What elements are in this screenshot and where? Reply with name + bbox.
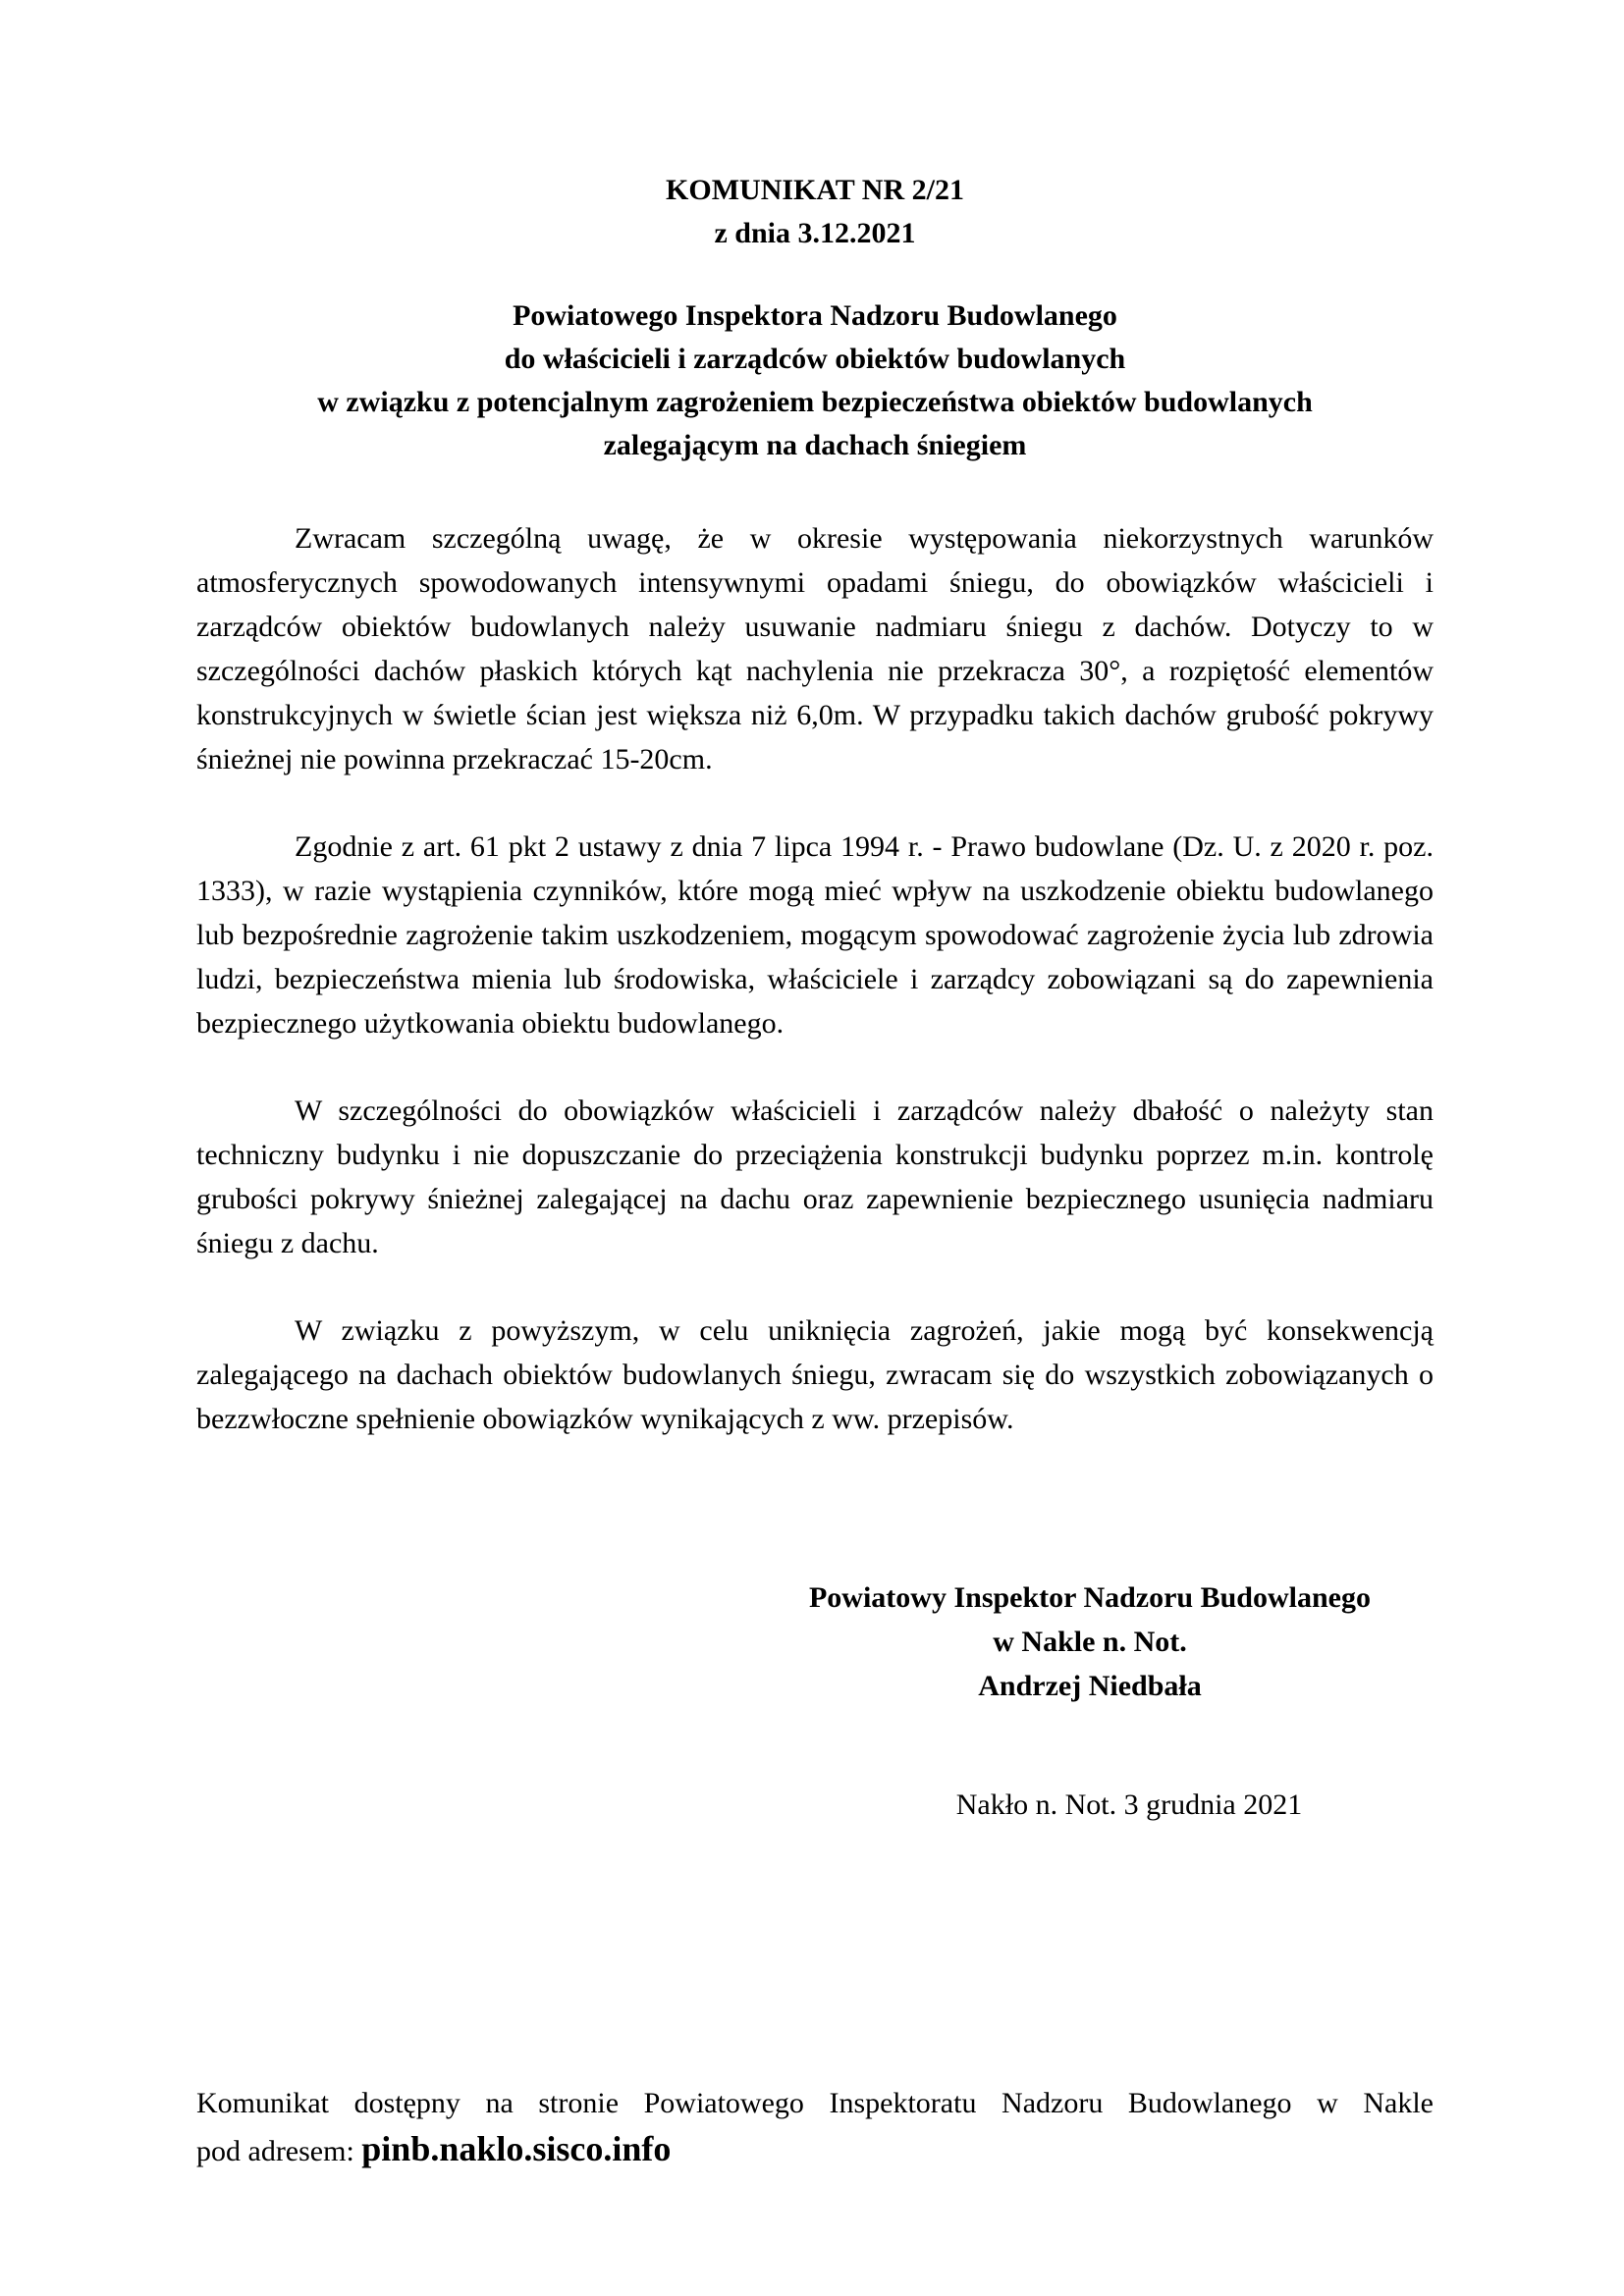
footer-url-link[interactable]: pinb.naklo.sisco.info	[361, 2129, 672, 2168]
document-footer	[196, 2081, 1434, 2174]
signature-position: Powiatowy Inspektor Nadzoru Budowlanego	[808, 1581, 1371, 1614]
place-and-date: Nakło n. Not. 3 grudnia 2021	[955, 1789, 1303, 1821]
signature-location: w Nakle n. Not.	[993, 1626, 1187, 1658]
footer-note: Komunikat dostępny na stronie Powiatowego Inspektoratu Nadzoru Budowlanego w Nakle	[196, 2087, 1434, 2119]
signature-block	[746, 1575, 1434, 1708]
footer-address-row	[196, 2126, 1434, 2174]
document-body	[196, 516, 1434, 1484]
document-header	[196, 169, 1434, 467]
body-paragraph: W związku z powyższym, w celu uniknięcia zagrożeń, jakie mogą być konsekwencją zalegającego na dachach obiektów budowlanych śniegu, zwracam się do wszystkich zobowiązanych o bezzwłoczne spełnienie obowiązków wynikających z ww. przepisów.	[196, 1314, 1434, 1435]
footer-address-prefix: pod adresem:	[196, 2135, 362, 2167]
header-spacer	[196, 255, 1434, 294]
subtitle-line: do właścicieli i zarządców obiektów budowlanych	[504, 343, 1126, 375]
subtitle-line: w związku z potencjalnym zagrożeniem bezpieczeństwa obiektów budowlanych	[317, 386, 1313, 418]
signature-name: Andrzej Niedbała	[978, 1670, 1202, 1702]
document-date-line: z dnia 3.12.2021	[714, 217, 916, 249]
body-paragraph: Zwracam szczególną uwagę, że w okresie występowania niekorzystnych warunków atmosferycznych spowodowanych intensywnymi opadami śniegu, do obowiązków właścicieli i zarządców obiektów budowlanych należy usuwanie nadmiaru śniegu z dachów. Dotyczy to w szczególności dachów płaskich których kąt nachylenia nie przekracza 30°, a rozpiętość elementów konstrukcyjnych w świetle ścian jest większa niż 6,0m. W przypadku takich dachów grubość pokrywy śnieżnej nie powinna przekraczać 15-20cm.	[196, 522, 1434, 775]
subtitle-line: zalegającym na dachach śniegiem	[603, 429, 1027, 461]
subtitle-line: Powiatowego Inspektora Nadzoru Budowlanego	[513, 299, 1117, 332]
body-paragraph: W szczególności do obowiązków właścicieli i zarządców należy dbałość o należyty stan techniczny budynku i nie dopuszczanie do przeciążenia konstrukcji budynku poprzez m.in. kontrolę grubości pokrywy śnieżnej zalegającej na dachu oraz zapewnienie bezpiecznego usunięcia nadmiaru śniegu z dachu.	[196, 1095, 1434, 1259]
document-title: KOMUNIKAT NR 2/21	[666, 174, 964, 206]
body-paragraph: Zgodnie z art. 61 pkt 2 ustawy z dnia 7 lipca 1994 r. - Prawo budowlane (Dz. U. z 2020 r. poz. 1333), w razie wystąpienia czynników, które mogą mieć wpływ na uszkodzenie obiektu budowlanego lub bezpośrednie zagrożenie takim uszkodzeniem, mogącym spowodować zagrożenie życia lub zdrowia ludzi, bezpieczeństwa mienia lub środowiska, właściciele i zarządcy zobowiązani są do zapewnienia bezpiecznego użytkowania obiektu budowlanego.	[196, 830, 1434, 1040]
